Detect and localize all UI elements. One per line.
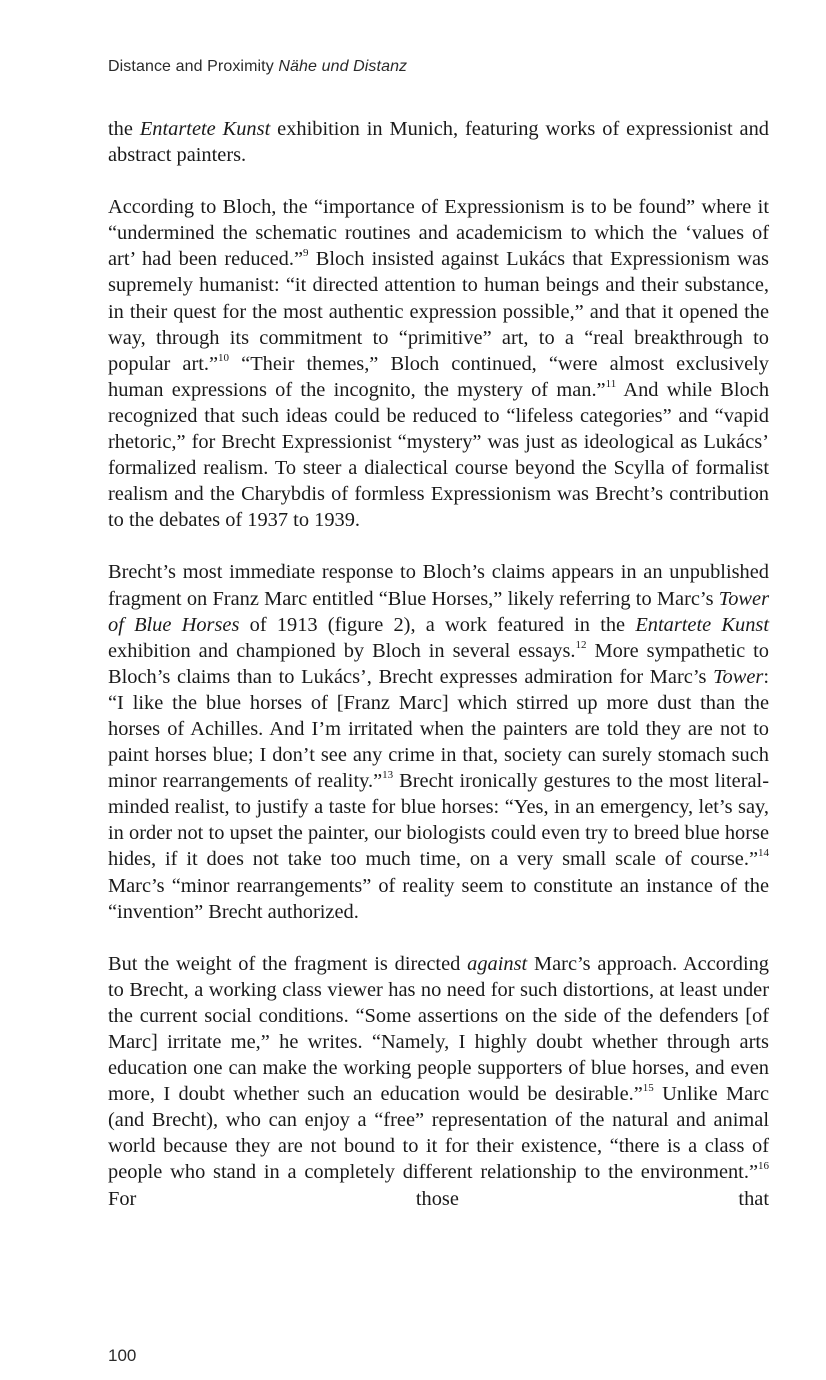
- running-head-title-en: Distance and Proximity: [108, 58, 274, 75]
- text-run: According to Bloch, the “importance of Expressionism is to be found” where it “undermined the schematic routines and academicism to which the ‘values of art’ had been reduced.”: [108, 196, 769, 271]
- text-run: “Their themes,” Bloch continued, “were almost exclusively human expressions of the incognito, the mystery of man.”: [108, 352, 769, 401]
- text-run: But the weight of the fragment is directed: [108, 952, 468, 975]
- text-run: the: [108, 118, 140, 140]
- paragraph: [108, 116, 769, 168]
- footnote-marker: 15: [642, 1082, 654, 1095]
- text-run: More sympathetic to Bloch’s claims than to Lukács’, Brecht expresses admiration for Marc’s: [108, 639, 769, 688]
- text-run: And while Bloch recognized that such ideas could be reduced to “lifeless categories” and “vapid rhetoric,” for Brecht Expressionist “mystery” was just as ideological as Lukács’ formalized realism. To steer a dialectical course beyond the Scylla of formalist realism and the Charybdis of formless Expressionism was Brecht’s contribution to the debates of 1937 to 1939.: [108, 378, 770, 532]
- paragraph: [108, 559, 769, 924]
- text-run: Brecht ironically gestures to the most literal-minded realist, to justify a taste for blue horses: “Yes, in an emergency, let’s say, in order not to upset the painter, our biologists could even try to breed blue horse hides, if it does not take too much time, on a very small scale of course.”: [108, 770, 770, 871]
- text-run: Unlike Marc (and Brecht), who can enjoy a “free” representation of the natural and animal world because they are not bound to it for their existence, “there is a class of people who stand in a completely different relationship to the environment.”: [108, 1083, 769, 1184]
- text-run: exhibition and championed by Bloch in several essays.: [108, 639, 576, 662]
- footnote-marker: 9: [303, 247, 309, 260]
- footnote-marker: 16: [758, 1160, 769, 1173]
- footnote-marker: 14: [758, 847, 769, 860]
- text-run: : “I like the blue horses of [Franz Marc] which stirred up more dust than the horses of Achilles. And I’m irritated when the painters are told they are not to paint horses blue; I don’t see any crime in that, society can surely stomach such minor rearrangements of reality.”: [108, 665, 769, 793]
- footnote-marker: 11: [605, 378, 617, 391]
- italic-text: against: [467, 952, 528, 975]
- text-run: Brecht’s most immediate response to Bloch’s claims appears in an unpublished fragment on Franz Marc entitled “Blue Horses,” likely referring to Marc’s: [108, 561, 769, 610]
- page-number: 100: [108, 1346, 137, 1365]
- text-run: Marc’s “minor rearrangements” of reality seem to constitute an instance of the “invention” Brecht authorized.: [108, 874, 769, 923]
- paragraph: [108, 194, 769, 533]
- running-head: [108, 58, 407, 76]
- footnote-marker: 13: [382, 769, 394, 782]
- italic-text: Entartete Kunst: [635, 613, 769, 636]
- italic-text: Tower of Blue Horses: [108, 587, 769, 636]
- running-head-title-de: Nähe und Distanz: [278, 58, 408, 75]
- footnote-marker: 10: [218, 351, 230, 364]
- text-run: exhibition in Munich, featuring works of expressionist and abstract painters.: [108, 118, 769, 167]
- text-run: Marc’s approach. According to Brecht, a working class viewer has no need for such distortions, at least under the current social conditions. “Some assertions on the side of the defenders [of Marc] irritate me,” he writes. “Namely, I highly doubt whether through arts education one can make the working people supporters of blue horses, and even more, I doubt whether such an education would be desirable.”: [108, 952, 770, 1106]
- text-run: For those that: [108, 1187, 769, 1210]
- italic-text: Tower: [713, 665, 764, 688]
- body-text: [108, 116, 769, 1238]
- text-run: of 1913 (figure 2), a work featured in the: [239, 613, 636, 636]
- paragraph: [108, 951, 769, 1212]
- text-run: Bloch insisted against Lukács that Expressionism was supremely humanist: “it directed attention to human beings and their substance, in their quest for the most authentic expression possible,” and that it opened the way, through its commitment to “primitive” art, to a “real breakthrough to popular art.”: [108, 248, 769, 375]
- italic-text: Entartete Kunst: [139, 118, 271, 140]
- footnote-marker: 12: [575, 638, 587, 651]
